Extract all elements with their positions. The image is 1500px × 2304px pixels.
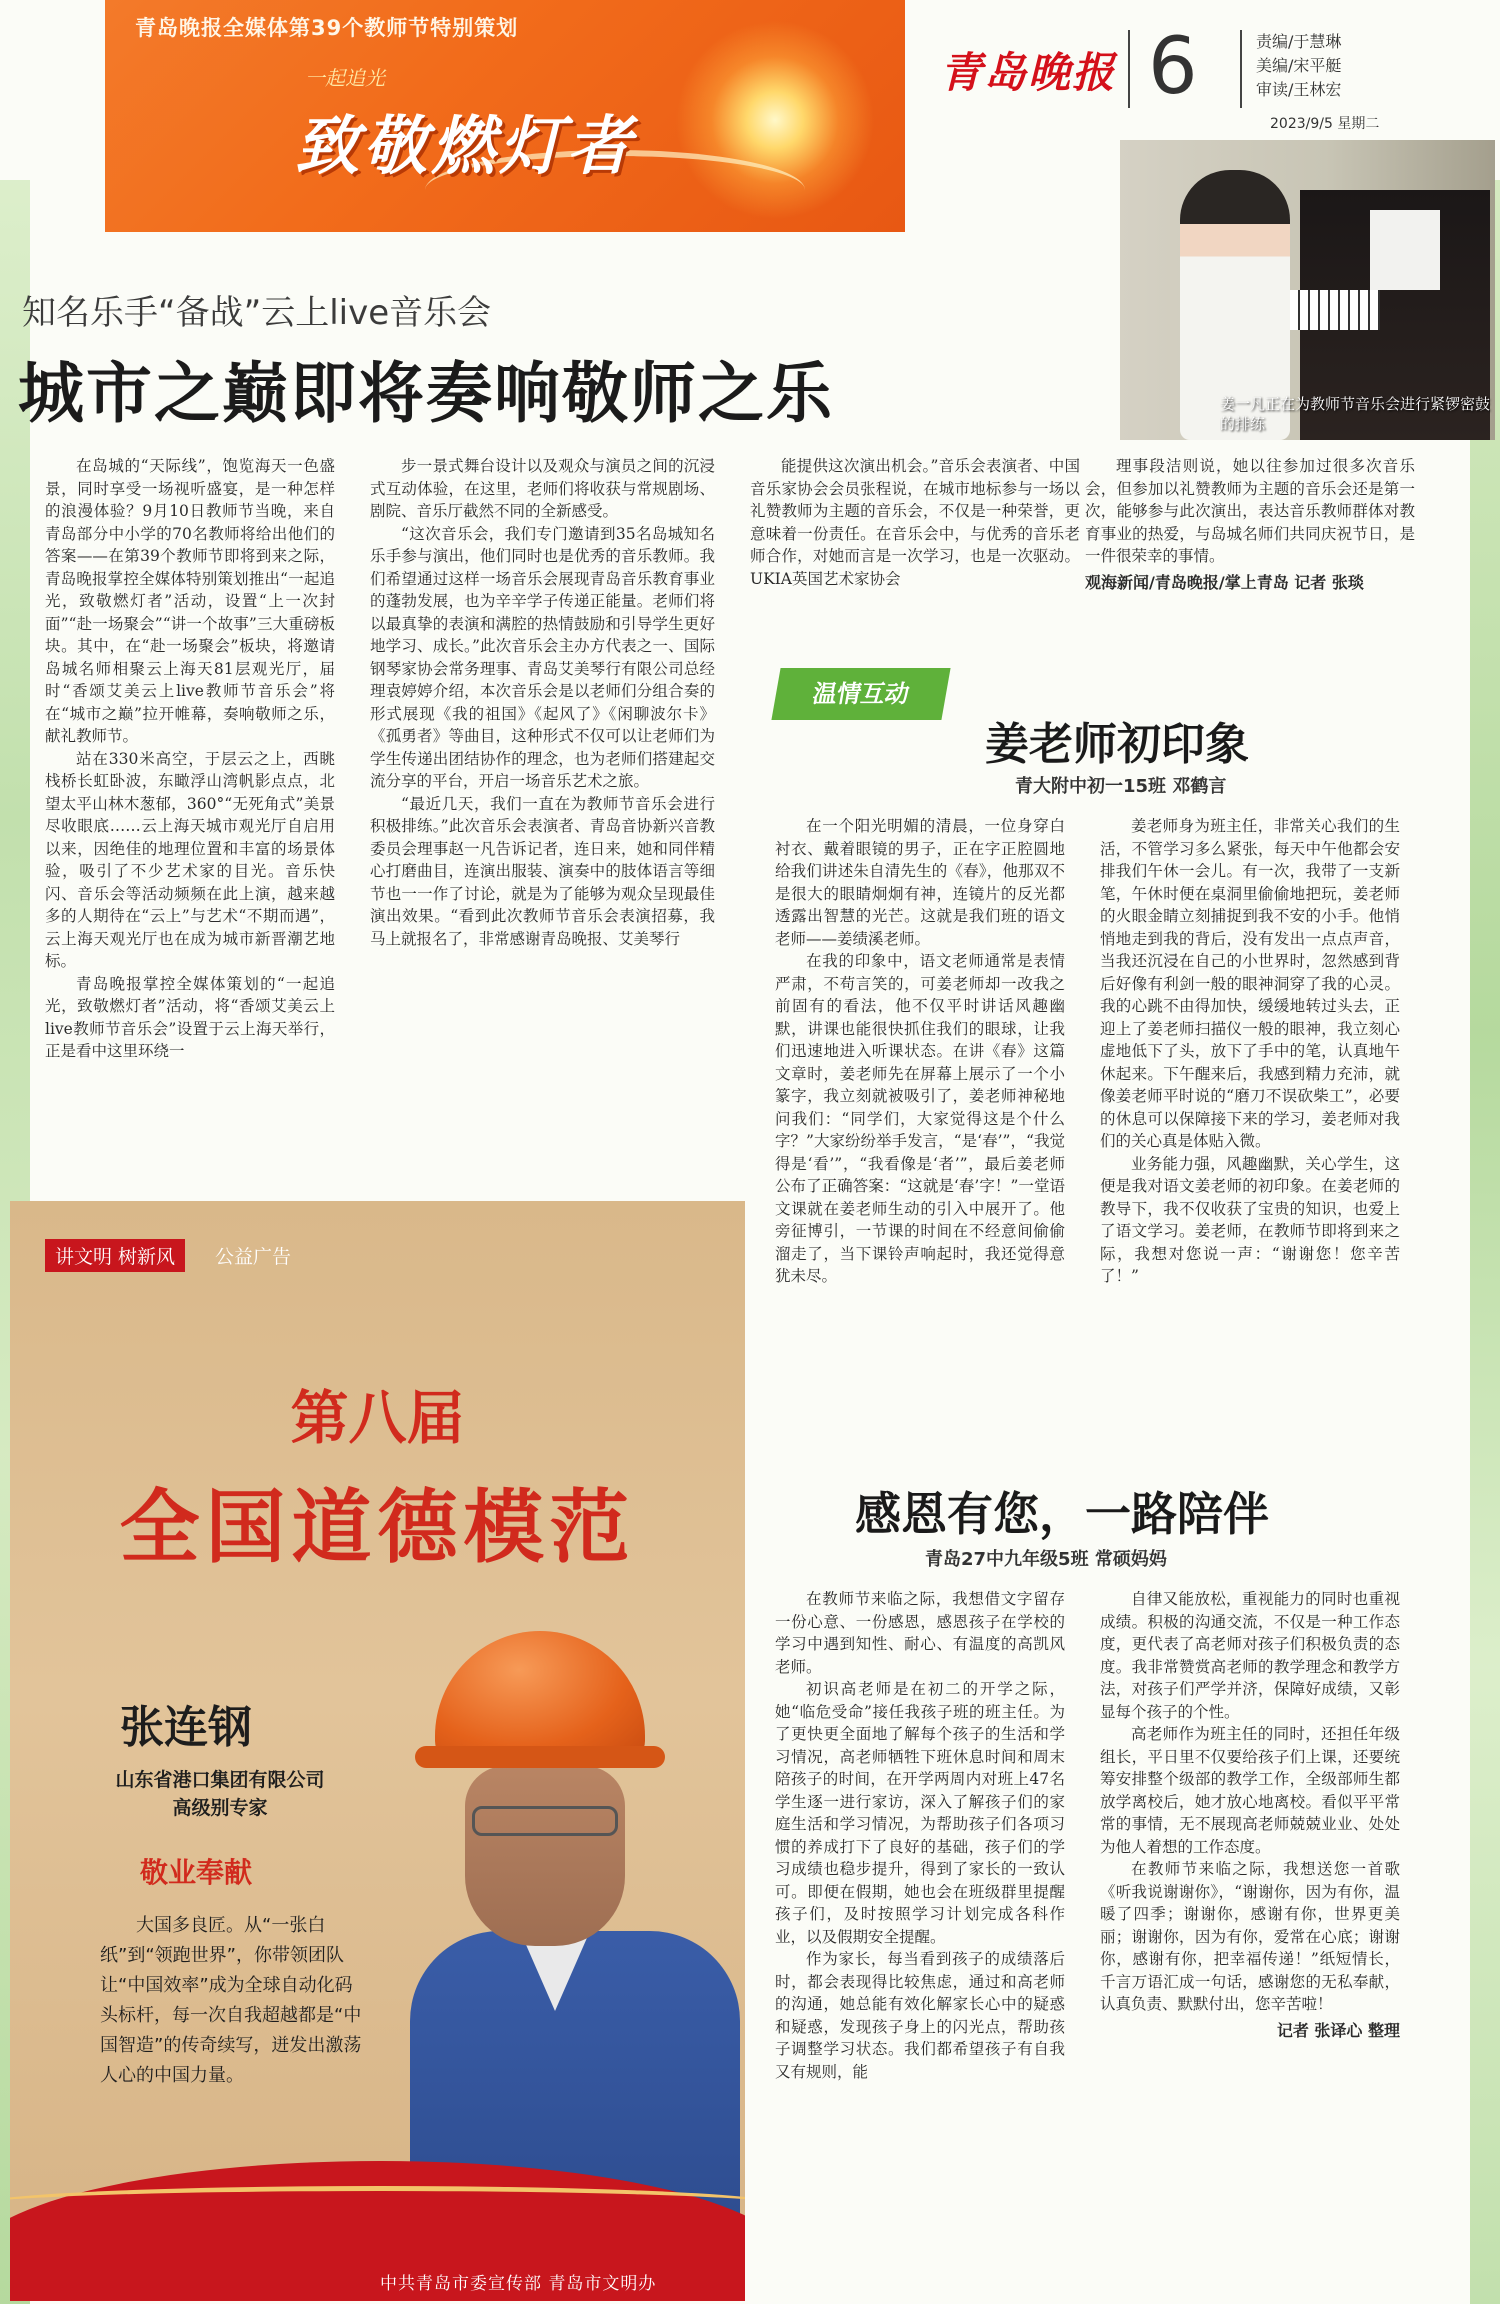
article2-author: 青大附中初一15班 邓鹤言 [1015,776,1227,797]
glasses-shape [472,1806,618,1836]
ad-body-text: 大国多良匠。从“一张白纸”到“领跑世界”，你带领团队让“中国效率”成为全球自动化码头标杆，每一次自我超越都是“中国智造”的传奇续写，迸发出激荡人心的中国力量。 [100,1915,362,2086]
ad-badge-label: 公益广告 [215,1246,292,1268]
article2-title: 姜老师初印象 [985,719,1249,770]
gold-wave-decor [10,2186,745,2226]
article3-title: 感恩有您，一路陪伴 [855,1487,1269,1541]
banner-top-text: 青岛晚报全媒体第39个教师节特别策划 [135,16,519,40]
photo-caption: 姜一凡正在为教师节音乐会进行紧锣密鼓的排练 [1220,395,1491,433]
face-shape [465,1766,625,1946]
honoree-org: 山东省港口集团有限公司 高级别专家 [115,1769,325,1819]
sheet-music-shape [1370,210,1440,290]
ad-badge: 讲文明 树新风 [45,1239,185,1272]
paragraph: “这次音乐会，我们专门邀请到35名岛城知名乐手参与演出，他们同时也是优秀的音乐教师。我们希望通过这样一场音乐会展现青岛音乐教育事业的蓬勃发展，也为辛辛学子传递正能量。老师们将以最真挚的表演和满腔的热情鼓励和引导学生更好地学习、成长。”此次音乐会主办方代表之一、国际钢琴家协会常务理事、青岛艾美琴行有限公司总经理袁婷婷介绍，本次音乐会是以老师们分组合奏的形式展现《我的祖国》《起风了》《闲聊波尔卡》《孤勇者》等曲目，这种形式不仅可以让老师们为学生传递出团结协作的理念，也为老师们搭建起交流分享的平台，开启一场音乐艺术之旅。 [370,524,715,790]
honoree-name: 张连钢 [120,1702,252,1753]
banner-title: 致敬燃灯者 [295,110,635,184]
editor-line: 审读/王林宏 [1256,80,1342,99]
article-headline: 城市之巅即将奏响敬师之乐 [18,355,834,432]
paragraph: 高老师作为班主任的同时，还担任年级组长，平日里不仅要给孩子们上课，还要统筹安排整个级部的教学工作，全级部师生都放学离校后，她才放心地离校。看似平平常常的事情，无不展现高老师兢兢业业、处处为他人着想的工作态度。 [1100,1725,1400,1856]
section-tag: 温情互动 [771,668,950,720]
paragraph: 作为家长，每当看到孩子的成绩落后时，都会表现得比较焦虑，通过和高老师的沟通，她总能有效化解家长心中的疑惑和疑惑，发现孩子身上的闪光点，帮助孩子调整学习状态。我们都希望孩子有自我又有规则，能 [775,1950,1065,2081]
paragraph: 在一个阳光明媚的清晨，一位身穿白衬衣、戴着眼镜的男子，正在字正腔圆地给我们讲述朱自清先生的《春》，他那双不是很大的眼睛炯炯有神，连镜片的反光都透露出智慧的光芒。这就是我们班的语文老师——姜绩溪老师。 [775,817,1065,948]
paragraph: 站在330米高空，于层云之上，西眺栈桥长虹卧波，东瞰浮山湾帆影点点，北望太平山林木葱郁，360°“无死角式”美景尽收眼底……云上海天城市观光厅自启用以来，因绝佳的地理位置和丰富的场景体验，吸引了不少艺术家的目光。音乐快闪、音乐会等活动频频在此上演，越来越多的人期待在“云上”与艺术“不期而遇”，云上海天观光厅也在成为城市新晋潮艺地标。 [45,749,335,970]
paragraph: 理事段洁则说，她以往参加过很多次音乐会，但参加以礼赞教师为主题的音乐会还是第一次，能够参与此次演出，表达音乐教师群体对教育事业的热爱，与岛城名师们共同庆祝节日，是一件很荣幸的事情。 [1085,457,1415,565]
paragraph: 青岛晚报掌控全媒体策划的“一起追光，致敬燃灯者”活动，将“香颂艾美云上live教师节音乐会”设置于云上海天举行，正是看中这里环绕一 [45,974,335,1060]
paragraph: 初识高老师是在初二的开学之际，她“临危受命”接任我孩子班的班主任。为了更快更全面地了解每个孩子的生活和学习情况，高老师牺牲下班休息时间和周末陪孩子的时间，在开学两周内对班上47名学生逐一进行家访，深入了解孩子们的家庭生活和学习情况，为帮助孩子们各项习惯的养成打下了良好的基础，孩子们的学习成绩也稳步提升，得到了家长的一致认可。即便在假期，她也会在班级群里提醒孩子们，及时按照学习计划完成各科作业，以及假期安全提醒。 [775,1680,1065,1946]
honor-category: 敬业奉献 [140,1856,253,1889]
editors-list [1256,30,1341,102]
piano-keys-shape [1280,290,1380,330]
article1-column-2 [370,455,715,950]
article-byline: 观海新闻/青岛晚报/掌上青岛 记者 张琰 [1085,572,1364,592]
special-banner [105,0,905,232]
editor-line: 美编/宋平艇 [1256,56,1342,75]
masthead-divider [1240,30,1242,108]
article3-column-2 [1100,1588,1400,2042]
masthead-divider [1128,30,1130,108]
ad-title: 全国道德模范 [119,1481,636,1574]
paragraph: 在教师节来临之际，我想送您一首歌《听我说谢谢你》，“谢谢你，因为有你，温暖了四季；谢谢你，感谢有你，世界更美丽；谢谢你，因为有你，爱常在心底；谢谢你，感谢有你，把幸福传递！”纸短情长，千言万语汇成一句话，感谢您的无私奉献，认真负责、默默付出，您辛苦啦！ [1100,1860,1400,2013]
paragraph: 能提供这次演出机会。”音乐会表演者、中国音乐家协会会员张程说，在城市地标参与一场以礼赞教师为主题的音乐会，不仅是一种荣誉，更意味着一份责任。在音乐会中，与优秀的音乐老师合作，对她而言是一次学习，也是一次驱动。UKIA英国艺术家协会 [750,457,1080,588]
hard-hat-icon [435,1631,645,1761]
page-number: 6 [1148,22,1198,112]
paragraph: 姜老师身为班主任，非常关心我们的生活，不管学习多么紧张，每天中午他都会安排我们午休一会儿。有一次，我带了一支新笔，午休时便在桌洞里偷偷地把玩，姜老师的火眼金睛立刻捕捉到我不安的小手。他悄悄地走到我的背后，没有发出一点点声音，当我还沉浸在自己的小世界时，忽然感到背后好像有利剑一般的眼神洞穿了我的心灵。我的心跳不由得加快，缓缓地转过头去，正迎上了姜老师扫描仪一般的眼神，我立刻心虚地低下了头，放下了手中的笔，认真地午休起来。下午醒来后，我感到精力充沛，就像姜老师平时说的“磨刀不误砍柴工”，必要的休息可以保障接下来的学习，姜老师对我们的关心真是体贴入微。 [1100,817,1400,1150]
paragraph: 步一景式舞台设计以及观众与演员之间的沉浸式互动体验，在这里，老师们将收获与常规剧场、剧院、音乐厅截然不同的全新感受。 [370,457,715,520]
paragraph: “最近几天，我们一直在为教师节音乐会进行积极排练。”此次音乐会表演者、青岛音协新兴音教委员会理事赵一凡告诉记者，连日来，她和同伴精心打磨曲目，连演出服装、演奏中的肢体语言等细节也一一作了讨论，就是为了能够为观众呈现最佳演出效果。“看到此次教师节音乐会表演招募，我马上就报名了，非常感谢青岛晚报、艾美琴行 [370,794,715,948]
worker-portrait [410,1631,740,2221]
newspaper-name: 青岛晚报 [940,48,1117,97]
issue-date: 2023/9/5 星期二 [1270,116,1380,132]
public-service-ad [10,1201,745,2301]
article-byline: 记者 张译心 整理 [1276,2020,1400,2040]
article3-column-1 [775,1588,1065,2083]
ad-sponsors: 中共青岛市委宣传部 青岛市文明办 [380,2274,657,2294]
paragraph: 在教师节来临之际，我想借文字留存一份心意、一份感恩，感恩孩子在学校的学习中遇到知性、耐心、有温度的高凯风老师。 [775,1590,1065,1676]
editor-line: 责编/于慧琳 [1256,32,1342,51]
paragraph: 在我的印象中，语文老师通常是表情严肃，不苟言笑的，可姜老师却一改我之前固有的看法，他不仅平时讲话风趣幽默，讲课也能很快抓住我们的眼球，让我们迅速地进入听课状态。在讲《春》这篇文章时，姜老师先在屏幕上展示了一个小篆字，我立刻就被吸引了，姜老师神秘地问我们：“同学们，大家觉得这是个什么字？”大家纷纷举手发言，“是‘春’”，“我觉得是‘看’”，“我看像是‘者’”，最后姜老师公布了正确答案：“这就是‘春’字！”一堂语文课就在姜老师生动的引入中展开了。他旁征博引，一节课的时间在不经意间偷偷溜走了，当下课铃声响起时，我还觉得意犹未尽。 [775,952,1065,1285]
article1-column-1 [45,455,335,1063]
paragraph: 自律又能放松，重视能力的同时也重视成绩。积极的沟通交流，不仅是一种工作态度，更代表了高老师对孩子们积极负责的态度。我非常赞赏高老师的教学理念和教学方法，对孩子们严学并济，保障好成绩，又彰显每个孩子的个性。 [1100,1590,1400,1721]
article1-column-3 [750,455,1080,590]
paragraph: 在岛城的“天际线”，饱览海天一色盛景，同时享受一场视听盛宴，是一种怎样的浪漫体验？9月10日教师节当晚，来自青岛部分中小学的70名教师将给出他们的答案——在第39个教师节即将到来之际，青岛晚报掌控全媒体特别策划推出“一起追光，致敬燃灯者”活动，设置“上一次封面”“赴一场聚会”“讲一个故事”三大重磅板块。其中，在“赴一场聚会”板块，将邀请岛城名师相聚云上海天81层观光厅，届时“香颂艾美云上live教师节音乐会”将在“城市之巅”拉开帷幕，奏响敬师之乐，献礼教师节。 [45,457,335,745]
article2-column-2 [1100,815,1400,1288]
article2-column-1 [775,815,1065,1288]
article-kicker: 知名乐手“备战”云上live音乐会 [22,293,492,333]
article1-column-4 [1085,455,1415,594]
ad-edition: 第八届 [290,1384,465,1452]
paragraph: 业务能力强，风趣幽默，关心学生，这便是我对语文姜老师的初印象。在姜老师的教导下，我不仅收获了宝贵的知识，也爱上了语文学习。姜老师，在教师节即将到来之际，我想对您说一声：“谢谢您！您辛苦了！” [1100,1154,1400,1285]
article3-author: 青岛27中九年级5班 常硕妈妈 [925,1549,1167,1570]
leaf-border-right [1470,180,1500,2304]
banner-slogan: 一起追光 [305,66,385,90]
